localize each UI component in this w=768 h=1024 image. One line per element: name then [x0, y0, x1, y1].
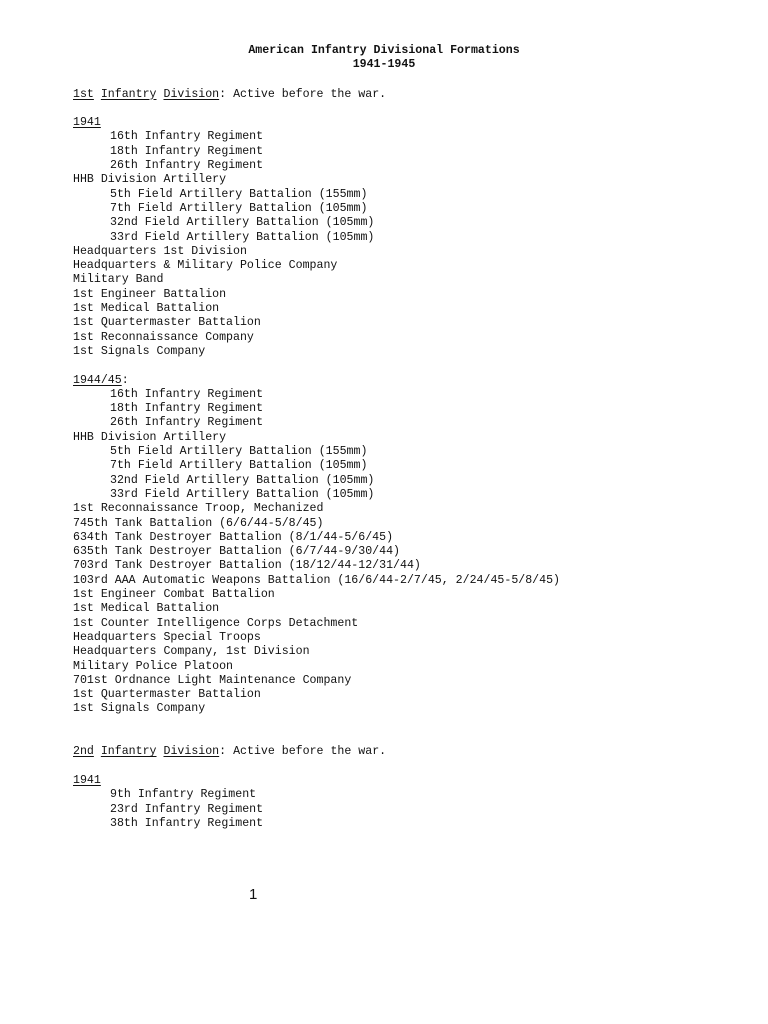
unit-line: 701st Ordnance Light Maintenance Company	[73, 673, 352, 687]
regiment-line: 16th Infantry Regiment	[110, 387, 264, 401]
regiment-line: 33rd Field Artillery Battalion (105mm)	[110, 487, 375, 501]
regiment-line: 7th Field Artillery Battalion (105mm)	[110, 459, 368, 473]
division-word: Division	[163, 87, 220, 101]
unit-line: 634th Tank Destroyer Battalion (8/1/44-5/6/45)	[73, 530, 394, 544]
unit-line: 1st Reconnaissance Troop, Mechanized	[73, 502, 324, 516]
regiment-line: 7th Field Artillery Battalion (105mm)	[110, 201, 368, 215]
period-heading	[73, 774, 101, 788]
unit-line: 745th Tank Battalion (6/6/44-5/8/45)	[73, 516, 324, 530]
unit-line: HHB Division Artillery	[73, 173, 227, 187]
regiment-line: 38th Infantry Regiment	[110, 816, 264, 830]
division-heading	[73, 88, 386, 102]
unit-line: 703rd Tank Destroyer Battalion (18/12/44-12/31/44)	[73, 559, 421, 573]
division-status: : Active before the war.	[219, 87, 387, 101]
unit-line: Headquarters & Military Police Company	[73, 259, 338, 273]
regiment-line: 9th Infantry Regiment	[110, 788, 257, 802]
regiment-line: 5th Field Artillery Battalion (155mm)	[110, 445, 368, 458]
unit-line: 103rd AAA Automatic Weapons Battalion (16/6/44-2/7/45, 2/24/45-5/8/45)	[73, 573, 561, 587]
unit-line: 1st Quartermaster Battalion	[73, 316, 261, 330]
regiment-line: 33rd Field Artillery Battalion (105mm)	[110, 230, 375, 244]
unit-line: Headquarters Company, 1st Division	[73, 645, 310, 659]
regiment-line: 23rd Infantry Regiment	[110, 802, 264, 816]
division-heading	[73, 745, 386, 759]
document-title: American Infantry Divisional Formations	[248, 44, 520, 57]
unit-line: Military Band	[73, 273, 164, 287]
period-suffix: :	[121, 373, 129, 387]
unit-line: 1st Engineer Battalion	[73, 287, 227, 301]
regiment-line: 32nd Field Artillery Battalion (105mm)	[110, 473, 375, 487]
document-subtitle: 1941-1945	[352, 58, 416, 72]
unit-line: 635th Tank Destroyer Battalion (6/7/44-9/30/44)	[73, 545, 400, 559]
unit-line: 1st Medical Battalion	[73, 302, 220, 315]
unit-line: 1st Engineer Combat Battalion	[73, 588, 275, 601]
unit-line: 1st Quartermaster Battalion	[73, 688, 261, 702]
regiment-line: 18th Infantry Regiment	[110, 402, 264, 416]
unit-line: Headquarters 1st Division	[73, 244, 247, 258]
division-word: Division	[163, 745, 220, 759]
regiment-line: 26th Infantry Regiment	[110, 159, 264, 172]
page-number: 1	[249, 886, 258, 903]
unit-line: HHB Division Artillery	[73, 430, 227, 444]
unit-line: 1st Reconnaissance Company	[73, 330, 254, 344]
unit-line: Headquarters Special Troops	[73, 630, 261, 644]
unit-line: 1st Signals Company	[73, 702, 206, 716]
division-branch: Infantry	[100, 745, 157, 759]
regiment-line: 26th Infantry Regiment	[110, 416, 264, 430]
unit-line: 1st Signals Company	[73, 344, 206, 358]
period-heading	[73, 116, 101, 130]
period-heading	[73, 374, 129, 388]
unit-line: 1st Counter Intelligence Corps Detachment	[73, 616, 359, 630]
regiment-line: 16th Infantry Regiment	[110, 130, 264, 144]
regiment-line: 32nd Field Artillery Battalion (105mm)	[110, 216, 375, 230]
period-label: 1944/45	[73, 373, 122, 387]
division-branch: Infantry	[100, 87, 157, 101]
regiment-line: 5th Field Artillery Battalion (155mm)	[110, 187, 368, 201]
division-status: : Active before the war.	[219, 745, 387, 759]
regiment-line: 18th Infantry Regiment	[110, 144, 264, 158]
division-number: 1st	[73, 87, 94, 101]
period-label: 1941	[73, 773, 101, 787]
unit-line: Military Police Platoon	[73, 659, 234, 673]
division-number: 2nd	[73, 745, 94, 759]
unit-line: 1st Medical Battalion	[73, 602, 220, 616]
period-label: 1941	[73, 116, 101, 130]
